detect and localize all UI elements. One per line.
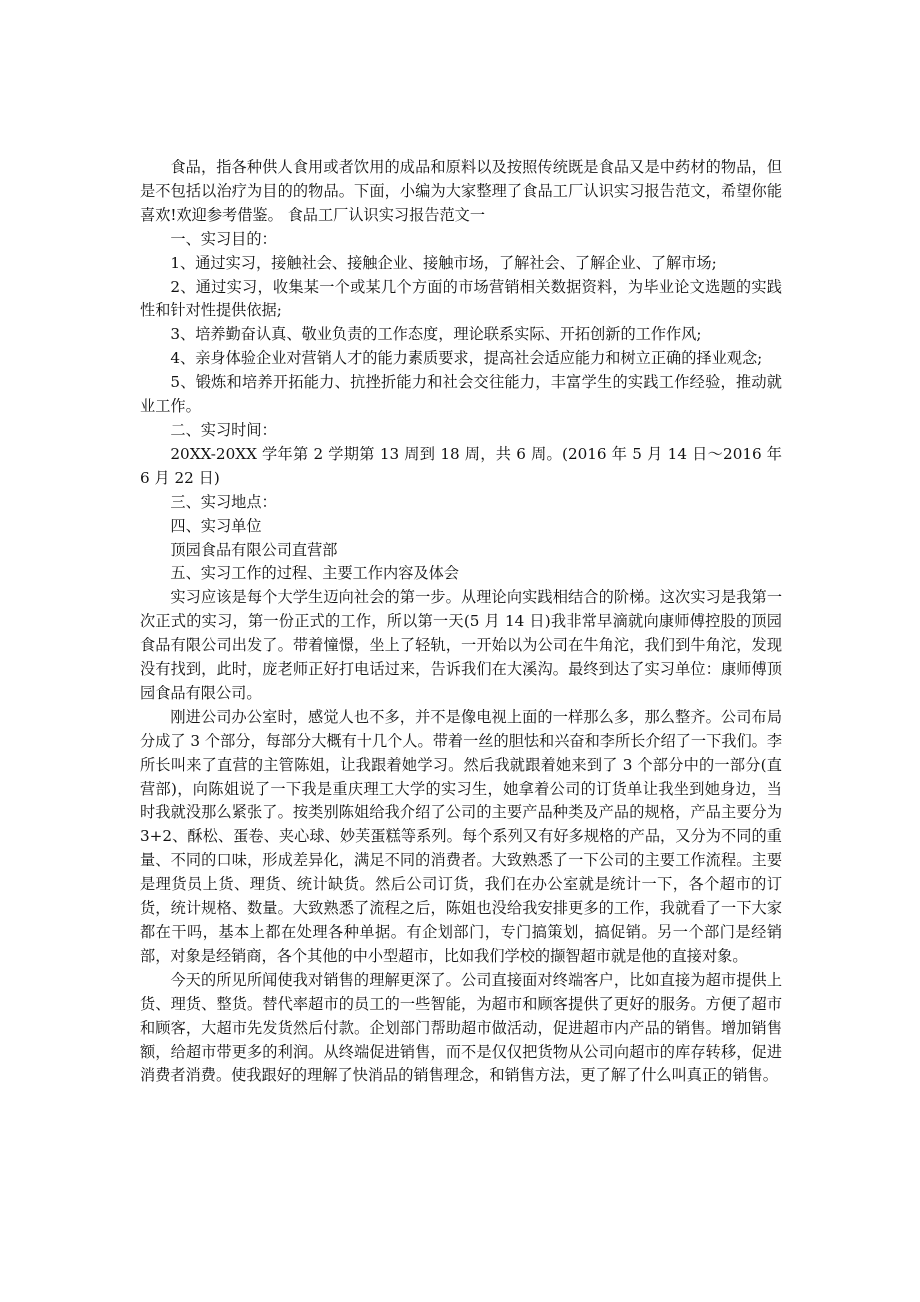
process-heading: 五、实习工作的过程、主要工作内容及体会 bbox=[170, 564, 459, 583]
time-text: 20XX-20XX 学年第 2 学期第 13 周到 18 周，共 6 周。(2016 年 5 月 14 日～2016 年 6 月 22 日) bbox=[140, 444, 782, 487]
body-paragraph-1: 实习应该是每个大学生迈向社会的第一步。从理论向实践相结合的阶梯。这次实习是我第一次正式的实习，第一份正式的工作，所以第一天(5 月 14 日)我非常早滴就向康师傅控股的顶园食品有限公司出发了。带着憧憬，坐上了轻轨，一开始以为公司在牛角沱，我们到牛角沱，发现没有找到，此时，庞老师正好打电话过来，告诉我们在大溪沟。最终到达了实习单位：康师傅顶园食品有限公司。 bbox=[140, 588, 782, 702]
document-page bbox=[140, 156, 782, 1088]
purpose-item-5: 5、锻炼和培养开拓能力、抗挫折能力和社会交往能力，丰富学生的实践工作经验，推动就业工作。 bbox=[140, 373, 782, 416]
purpose-item-2: 2、通过实习，收集某一个或某几个方面的市场营销相关数据资料，为毕业论文选题的实践性和针对性提供依据; bbox=[140, 277, 782, 320]
location-heading: 三、实习地点： bbox=[170, 492, 277, 511]
purpose-item-1: 1、通过实习，接触社会、接触企业、接触市场，了解社会、了解企业、了解市场; bbox=[170, 253, 717, 272]
intro-paragraph: 食品，指各种供人食用或者饮用的成品和原料以及按照传统既是食品又是中药材的物品，但是不包括以治疗为目的的物品。下面，小编为大家整理了食品工厂认识实习报告范文，希望你能喜欢!欢迎参考借鉴。 食品工厂认识实习报告范文一 bbox=[140, 158, 782, 224]
purpose-item-3: 3、培养勤奋认真、敬业负责的工作态度，理论联系实际、开拓创新的工作作风; bbox=[170, 325, 702, 344]
body-paragraph-2: 刚进公司办公室时，感觉人也不多，并不是像电视上面的一样那么多，那么整齐。公司布局分成了 3 个部分，每部分大概有十几个人。带着一丝的胆怯和兴奋和李所长介绍了一下我们。李所长叫来了直营的主管陈姐，让我跟着她学习。然后我就跟着她来到了 3 个部分中的一部分(直营部)，向陈姐说了一下我是重庆理工大学的实习生，她拿着公司的订货单让我坐到她身边，当时我就没那么紧张了。按类别陈姐给我介绍了公司的主要产品种类及产品的规格，产品主要分为 3+2、酥松、蛋卷、夹心球、妙芙蛋糕等系列。每个系列又有好多规格的产品，又分为不同的重量、不同的口味，形成差异化，满足不同的消费者。大致熟悉了一下公司的主要工作流程。主要是理货员上货、理货、统计缺货。然后公司订货，我们在办公室就是统计一下，各个超市的订货，统计规格、数量。大致熟悉了流程之后，陈姐也没给我安排更多的工作，我就看了一下大家都在干吗，基本上都在处理各种单据。有企划部门，专门搞策划，搞促销。另一个部门是经销部，对象是经销商，各个其他的中小型超市，比如我们学校的撷智超市就是他的直接对象。 bbox=[140, 707, 783, 965]
purpose-heading: 一、实习目的： bbox=[170, 229, 277, 248]
unit-heading: 四、实习单位 bbox=[170, 516, 262, 535]
body-paragraph-3: 今天的所见所闻使我对销售的理解更深了。公司直接面对终端客户，比如直接为超市提供上货、理货、整货。替代率超市的员工的一些智能，为超市和顾客提供了更好的服务。方便了超市和顾客，大超市先发货然后付款。企划部门帮助超市做活动，促进超市内产品的销售。增加销售额，给超市带更多的利润。从终端促进销售，而不是仅仅把货物从公司向超市的库存转移，促进消费者消费。使我跟好的理解了快消品的销售理念，和销售方法，更了解了什么叫真正的销售。 bbox=[140, 970, 782, 1085]
purpose-item-4: 4、亲身体验企业对营销人才的能力素质要求，提高社会适应能力和树立正确的择业观念; bbox=[170, 349, 763, 368]
time-heading: 二、实习时间： bbox=[170, 420, 277, 439]
unit-name: 顶园食品有限公司直营部 bbox=[170, 540, 338, 559]
